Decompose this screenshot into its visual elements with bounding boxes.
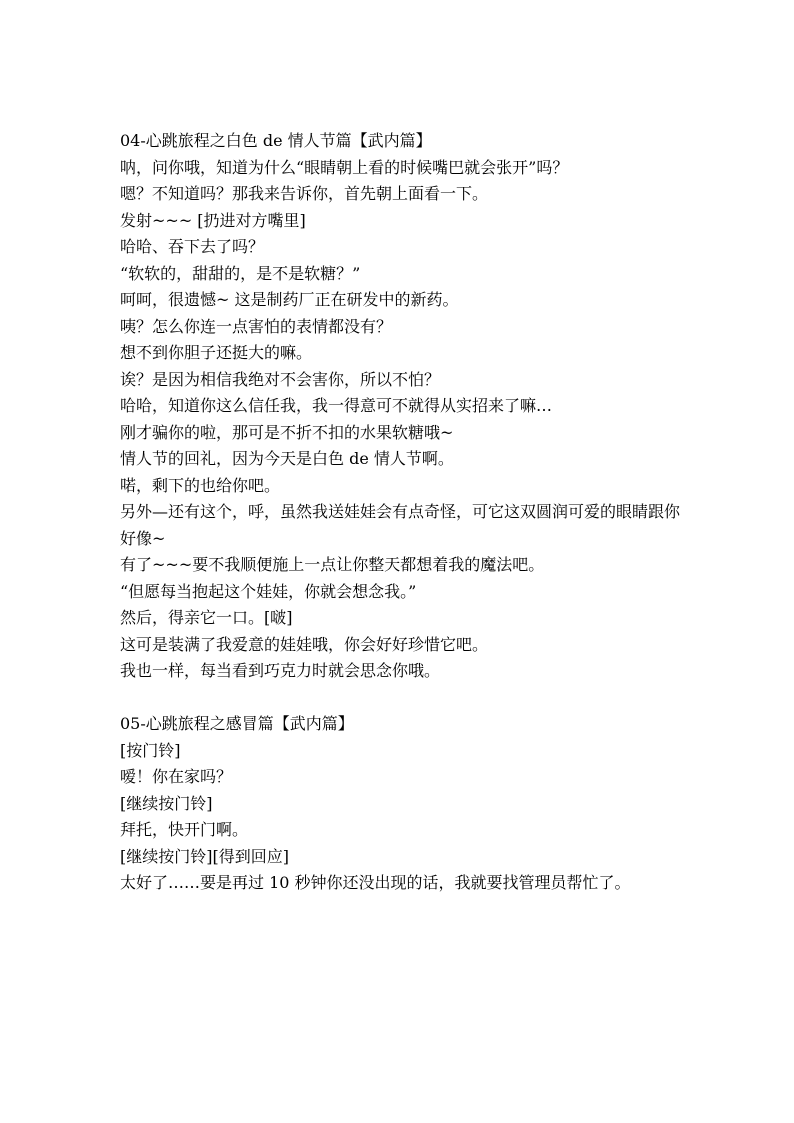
dialogue-line: 情人节的回礼，因为今天是白色 de 情人节啊。 [120,449,454,468]
dialogue-line: 哈哈、吞下去了吗？ [120,237,265,256]
dialogue-line: 太好了……要是再过 10 秒钟你还没出现的话，我就要找管理员帮忙了。 [120,873,631,892]
dialogue-line: [继续按门铃][得到回应] [120,846,289,866]
dialogue-line: 另外—还有这个，呼，虽然我送娃娃会有点奇怪，可它这双圆润可爱的眼睛跟你好像~ [120,502,681,548]
section-spacer [120,685,680,712]
dialogue-line: 诶？是因为相信我绝对不会害你，所以不怕？ [120,369,441,389]
dialogue-line: 喏，剩下的也给你吧。 [120,475,281,495]
section-title: 05-心跳旅程之感冒篇【武内篇】 [120,714,354,733]
dialogue-line: 嗳！你在家吗？ [120,767,233,786]
dialogue-line: 我也一样，每当看到巧克力时就会思念你哦。 [120,661,441,680]
dialogue-line: “但愿每当抱起这个娃娃，你就会想念我。” [120,581,417,601]
section-05 [120,711,680,897]
dialogue-line: 然后，得亲它一口。[啵] [120,608,293,627]
dialogue-line: 刚才骗你的啦，那可是不折不扣的水果软糖哦~ [120,422,454,442]
dialogue-line: 呵呵，很遗憾~ 这是制药厂正在研发中的新药。 [120,290,459,309]
section-04 [120,128,680,685]
dialogue-line: 发射~~~ [扔进对方嘴里] [120,210,306,230]
dialogue-line: 有了~~~要不我顺便施上一点让你整天都想着我的魔法吧。 [120,555,545,574]
dialogue-line: 呐，问你哦，知道为什么“眼睛朝上看的时候嘴巴就会张开”吗？ [120,157,569,177]
document-body [120,128,680,897]
dialogue-line: 拜托，快开门啊。 [120,820,249,839]
section-title: 04-心跳旅程之白色 de 情人节篇【武内篇】 [120,131,432,150]
dialogue-line: [按门铃] [120,740,181,760]
dialogue-line: 哈哈，知道你这么信任我，我一得意可不就得从实招来了嘛… [120,396,553,415]
dialogue-line: [继续按门铃] [120,793,213,813]
dialogue-line: 这可是装满了我爱意的娃娃哦，你会好好珍惜它吧。 [120,634,489,654]
dialogue-line: 想不到你胆子还挺大的嘛。 [120,343,313,362]
dialogue-line: “软软的，甜甜的，是不是软糖？” [120,263,361,283]
dialogue-line: 嗯？不知道吗？那我来告诉你，首先朝上面看一下。 [120,184,489,203]
dialogue-line: 咦？怎么你连一点害怕的表情都没有？ [120,316,393,336]
